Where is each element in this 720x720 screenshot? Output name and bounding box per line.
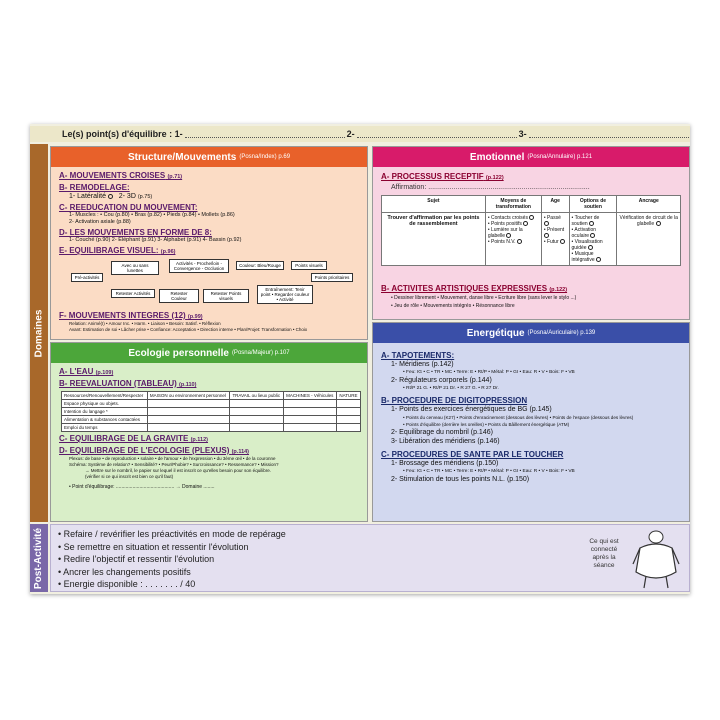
equilibrium-field-1[interactable] [185,130,345,138]
sujet-cell: Trouver d'affirmation par les points de rassemblement [382,213,486,266]
ecologie-d: D- EQUILIBRAGE DE L'ECOLOGIE (PLEXUS) (p.114) [59,446,250,455]
table-cell[interactable] [337,408,361,416]
energetique-c: C- PROCEDURES DE SANTE PAR LE TOUCHER [381,450,564,459]
table-cell[interactable] [284,408,337,416]
ecologie-panel [50,342,368,522]
table-row-label: Espace physique ou objets. [62,400,148,408]
energetique-b2: 2- Equilibrage du nombril (p.146) [391,429,493,436]
table-header: MACHINES - Véhicules [284,392,337,400]
age-item: • Présent [544,227,567,239]
table-cell[interactable] [230,400,284,408]
table-cell[interactable] [337,400,361,408]
post-note: Ce qui est connecté après la séance [589,538,619,569]
emotionnel-b2: • Jeu de rôle • Mouvements intégrés • Résonnance libre [391,303,515,309]
table-row [62,392,361,400]
age-item: • Futur [544,239,567,245]
energetique-c1: 1- Brossage des méridiens (p.150) [391,460,499,467]
affirmation-line[interactable]: Affirmation: ................................................................................... [391,184,590,191]
emotionnel-ref: (Posna/Annulaire) p.121 [527,154,593,160]
age-item: • Passé [544,215,567,227]
table-cell[interactable] [284,416,337,424]
structure-d: D- LES MOUVEMENTS EN FORME DE 8: [59,228,212,237]
energetique-header [373,323,689,343]
structure-b-items: 1- Latéralité 2- 3D (p.75) [69,193,153,200]
ecologie-d3: → Mettre sur le nombril, le papier sur lequel il est inscrit ce qu'elles besoin pour son équilibre. [85,468,271,473]
equilibrium-label: Le(s) point(s) d'équilibre : 1- [62,129,183,139]
equilibrium-field-3[interactable] [529,130,689,138]
table-header: Age [541,196,569,213]
ecologie-title: Ecologie personnelle [128,347,229,359]
body-outline-icon [630,528,682,590]
equilibrium-field-2[interactable] [357,130,517,138]
flow-box: Pré-activités [71,273,103,282]
table-row [62,400,361,408]
flow-box: Retester Couleur [159,289,199,303]
flow-box: Entraînement: Tenir point • Regarder couleur • Activité [257,285,313,304]
option-item: • Visualisation guidée [571,239,603,251]
moyens-cell [485,213,541,266]
table-row-label: Alimentation & substances contactées [62,416,148,424]
energetique-ref: (Posna/Auriculaire) p.139 [527,330,596,336]
emotionnel-title: Emotionnel [469,151,525,163]
energetique-title: Energétique [466,327,525,339]
moyen-item: • Contacts croisés [488,215,539,221]
options-cell [569,213,617,266]
table-header: Moyens de transformation [485,196,541,213]
equilibrium-2: 2- [346,129,355,139]
post-item: • Energie disponible : . . . . . . . / 40 [58,578,286,591]
table-cell[interactable] [147,408,230,416]
table-row [382,196,681,213]
ecologie-c: C- EQUILIBRAGE DE LA GRAVITE (p.112) [59,434,209,443]
option-item: • Toucher de soutien [571,215,600,227]
post-item: • Redire l'objectif et ressentir l'évolution [58,553,286,566]
energetique-a2: 2- Régulateurs corporels (p.144) [391,377,492,384]
energetique-a: A- TAPOTEMENTS: [381,351,455,360]
moyen-item: • Lumière sur la glabelle [487,227,523,239]
table-row [382,213,681,266]
flow-box: Points visuels [291,261,327,270]
post-item: • Refaire / revérifier les préactivités en mode de repérage [58,528,286,541]
table-cell[interactable] [284,424,337,432]
table-row [62,424,361,432]
option-item: • Activation oculaire [571,227,597,239]
domaines-label: Domaines [33,309,45,357]
table-cell[interactable] [337,424,361,432]
structure-e: E- EQUILIBRAGE VISUEL: (p.96) [59,246,176,255]
structure-d1: 1- Couché (p.90) 2- Eléphant (p.91) 3- Alphabet (p.91) 4- Bassin (p.92) [69,237,242,243]
structure-a: A- MOUVEMENTS CROISES (p.71) [59,171,183,180]
energetique-c2: 2- Stimulation de tous les points N.L. (p.150) [391,476,530,483]
moyen-item: • Points N.V. [488,239,539,245]
table-cell[interactable] [147,416,230,424]
flow-box: Points prioritaires [311,273,353,282]
ecologie-d2: Schéma: Système de relation? • Sensibilité? • Peur/Phobie? • Surcroissance? • Ressemance? • Mission? [69,462,279,467]
emotionnel-a: A- PROCESSUS RECEPTIF (p.122) [381,172,504,181]
table-cell[interactable] [147,400,230,408]
energetique-a1: 1- Méridiens (p.142) [391,361,454,368]
reevaluation-table [61,391,361,432]
ecologie-header [51,343,367,363]
moyen-item: • Points positifs [488,221,539,227]
domaines-sidebar [30,144,48,522]
emotionnel-b: B- ACTIVITES ARTISTIQUES EXPRESSIVES (p.122) [381,284,568,293]
table-header: Sujet [382,196,486,213]
energetique-a2b: • Rt/P 21 G. • Rt/P 21 Dr. • R 27 G. • R 27 Dr. [403,386,499,391]
ancrage-cell: Vérification de circuit de la glabelle [617,213,681,266]
energetique-b1a: • Points du cerveau (K27) • Points d'enracinement (dessous des lèvres) • Points de l'espace (dessous des lèvres) [403,415,634,420]
post-activite-label: Post-Activité [33,527,45,589]
table-cell[interactable] [230,424,284,432]
structure-title: Structure/Mouvements [127,151,237,163]
post-item: • Ancrer les changements positifs [58,566,286,579]
table-cell[interactable] [284,400,337,408]
table-row-label: Intention du langage * [62,408,148,416]
option-item: • Musique intégrative [572,251,615,263]
energetique-b1b: • Points d'équilibre (derrière les oreilles) • Points du Bâillement énergétique (ATM) [403,422,570,427]
table-header: TRAVAIL ou lieux public [230,392,284,400]
post-item: • Se remettre en situation et ressentir l'évolution [58,541,286,554]
flow-box: Retester Activités [111,289,155,298]
emotionnel-panel [372,146,690,320]
ecologie-b: B- REEVALUATION (TABLEAU) (p.110) [59,379,197,388]
flow-box: Activités - Proche/loin - Convergence - Occlusion [169,259,229,273]
emotionnel-header [373,147,689,167]
table-header: Ressources/Renouvellement/Respecter [62,392,148,400]
table-row-label: Emploi du temps [62,424,148,432]
ecologie-a: A- L'EAU (p.109) [59,367,114,376]
structure-f1: Relation: Animé(I) • Amour Inc. • Harm. • Liaison • Besoin: Satisf. • Réflexion [69,321,221,326]
processus-table [381,195,681,266]
table-cell[interactable] [337,416,361,424]
ecologie-d1: Plexus: de base • de reproduction • solaire • de l'amour • de l'expression • du 3ème œil • de la couronne [69,456,276,461]
energetique-b1: 1- Points des exercices énergétiques de BG (p.145) [391,406,552,413]
structure-ref: (Posna/Index) p.69 [239,154,291,160]
energetique-b: B- PROCEDURE DE DIGITOPRESSION [381,396,528,405]
flow-box: Couleur: Bleu/Rouge [236,261,284,270]
energetique-panel [372,322,690,522]
ecologie-d4: (vérifier si ce qui inscrit est bien ce qu'il faut) [85,474,174,479]
structure-panel [50,146,368,340]
ecologie-ref: (Posna/Majeur) p.107 [231,350,290,356]
table-header: NATURE [337,392,361,400]
structure-header [51,147,367,167]
ecologie-d5: • Point d'équilibrage: .......................................... → Domaine ........ [69,484,215,490]
table-header: Ancrage [617,196,681,213]
post-activite-sidebar [30,524,48,592]
structure-f2: Avant: Estimation de soi • Lâcher prise • Confiance: Acceptation • Direction interne • Plan/Projet: Transformation • Choix [69,327,308,332]
emotionnel-b1: • Dessiner librement • Mouvement, danse libre • Ecriture libre (sans lever le stylo ...) [391,295,577,301]
table-cell[interactable] [230,408,284,416]
energetique-a1b: • Feu: IG • C • TR • MC • Terre: E • Rt/P • Métal: P • GI • Eau: R • V • Bois: F • VB [403,370,575,375]
table-cell[interactable] [147,424,230,432]
visual-flowchart [51,259,367,309]
structure-c1: 1- Muscles : • Cou (p.80) • Bras (p.82) • Pieds (p.84) • Mollets (p.86) [69,212,235,218]
structure-c: C- REEDUCATION DU MOUVEMENT: [59,203,198,212]
table-header: MAISON ou environnement personnel [147,392,230,400]
table-cell[interactable] [230,416,284,424]
flow-box: Avec ou sans lunettes [111,261,159,275]
energetique-b3: 3- Libération des méridiens (p.146) [391,438,500,445]
table-header: Options de soutien [569,196,617,213]
structure-f: F- MOUVEMENTS INTEGRES (12) (p.99) [59,311,203,320]
structure-c2: 2- Activation axiale (p.88) [69,219,131,225]
flow-box: Retester Points visuels [203,289,249,303]
structure-b: B- REMODELAGE: [59,183,130,192]
energetique-c1b: • Feu: IG • C • TR • MC • Terre: E • Rt/P • Métal: P • GI • Eau: R • V • Bois: F • VB [403,469,575,474]
post-activite-list [58,528,286,591]
age-cell [541,213,569,266]
equilibrium-3: 3- [518,129,527,139]
equilibrium-points-line [30,126,690,142]
table-row [62,408,361,416]
table-row [62,416,361,424]
